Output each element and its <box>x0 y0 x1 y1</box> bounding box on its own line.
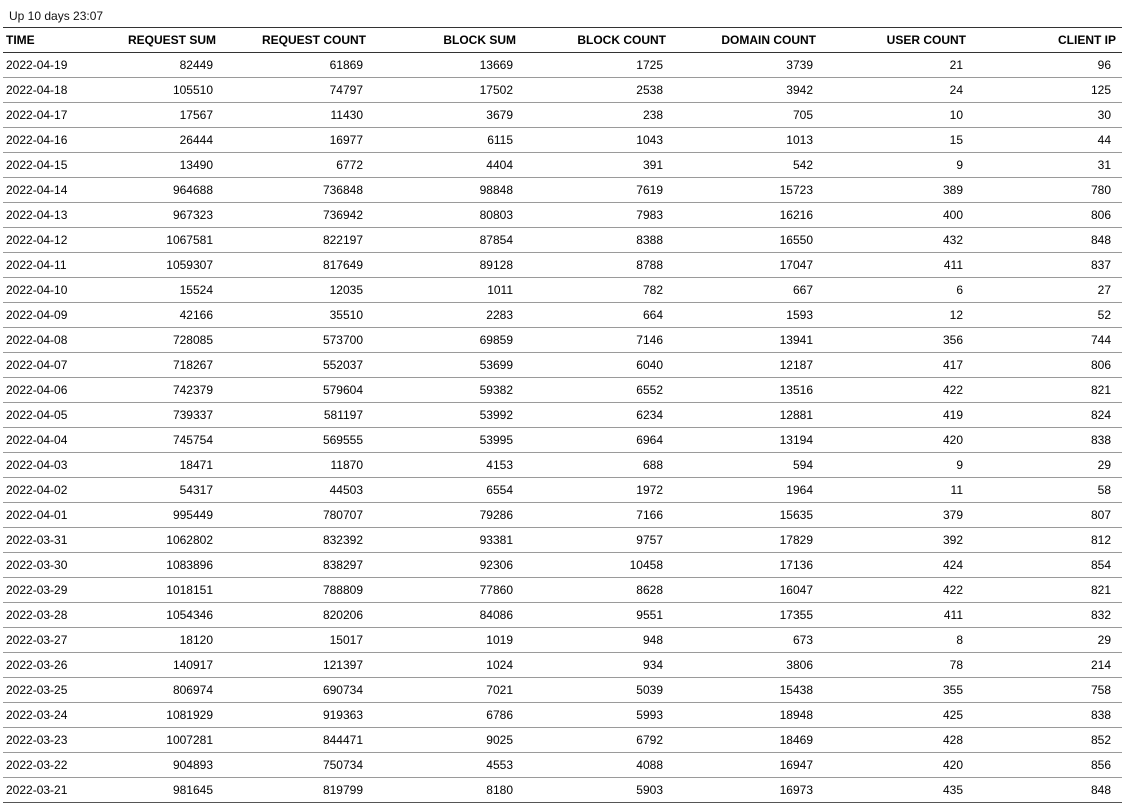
cell-domain-count: 12881 <box>670 403 820 428</box>
cell-request-count: 35510 <box>220 303 370 328</box>
cell-client-ip: 806 <box>970 203 1122 228</box>
table-row <box>3 128 1122 153</box>
table-row <box>3 103 1122 128</box>
cell-domain-count: 16216 <box>670 203 820 228</box>
cell-block-count: 664 <box>520 303 670 328</box>
cell-client-ip: 125 <box>970 78 1122 103</box>
cell-block-sum: 6554 <box>370 478 520 503</box>
cell-client-ip: 44 <box>970 128 1122 153</box>
cell-user-count: 425 <box>820 703 970 728</box>
cell-block-count: 1972 <box>520 478 670 503</box>
cell-domain-count: 16550 <box>670 228 820 253</box>
table-row <box>3 428 1122 453</box>
cell-client-ip: 29 <box>970 628 1122 653</box>
cell-client-ip: 848 <box>970 778 1122 803</box>
cell-client-ip: 852 <box>970 728 1122 753</box>
table-row <box>3 203 1122 228</box>
cell-request-count: 919363 <box>220 703 370 728</box>
cell-block-sum: 89128 <box>370 253 520 278</box>
cell-block-count: 9551 <box>520 603 670 628</box>
cell-time: 2022-04-05 <box>3 403 91 428</box>
cell-user-count: 11 <box>820 478 970 503</box>
table-row <box>3 778 1122 803</box>
cell-time: 2022-04-18 <box>3 78 91 103</box>
cell-block-sum: 93381 <box>370 528 520 553</box>
cell-request-sum: 739337 <box>91 403 220 428</box>
cell-block-count: 948 <box>520 628 670 653</box>
cell-time: 2022-04-03 <box>3 453 91 478</box>
cell-request-count: 780707 <box>220 503 370 528</box>
table-row <box>3 153 1122 178</box>
cell-time: 2022-04-08 <box>3 328 91 353</box>
cell-user-count: 356 <box>820 328 970 353</box>
cell-block-count: 9757 <box>520 528 670 553</box>
cell-user-count: 389 <box>820 178 970 203</box>
cell-request-sum: 1062802 <box>91 528 220 553</box>
cell-client-ip: 812 <box>970 528 1122 553</box>
cell-time: 2022-03-22 <box>3 753 91 778</box>
cell-block-count: 688 <box>520 453 670 478</box>
cell-block-count: 5039 <box>520 678 670 703</box>
cell-request-sum: 1059307 <box>91 253 220 278</box>
cell-domain-count: 17355 <box>670 603 820 628</box>
table-row <box>3 478 1122 503</box>
cell-time: 2022-04-06 <box>3 378 91 403</box>
cell-client-ip: 838 <box>970 703 1122 728</box>
cell-block-sum: 3679 <box>370 103 520 128</box>
cell-domain-count: 542 <box>670 153 820 178</box>
table-row <box>3 728 1122 753</box>
cell-block-count: 1043 <box>520 128 670 153</box>
cell-request-sum: 15524 <box>91 278 220 303</box>
cell-time: 2022-03-29 <box>3 578 91 603</box>
cell-user-count: 6 <box>820 278 970 303</box>
cell-request-count: 822197 <box>220 228 370 253</box>
cell-block-count: 2538 <box>520 78 670 103</box>
cell-request-count: 820206 <box>220 603 370 628</box>
cell-block-sum: 13669 <box>370 53 520 78</box>
cell-client-ip: 58 <box>970 478 1122 503</box>
cell-domain-count: 13941 <box>670 328 820 353</box>
cell-request-count: 817649 <box>220 253 370 278</box>
cell-block-sum: 84086 <box>370 603 520 628</box>
table-row <box>3 303 1122 328</box>
table-row <box>3 403 1122 428</box>
cell-client-ip: 821 <box>970 378 1122 403</box>
cell-request-sum: 140917 <box>91 653 220 678</box>
cell-domain-count: 13516 <box>670 378 820 403</box>
stats-table <box>3 27 1122 803</box>
cell-request-sum: 1067581 <box>91 228 220 253</box>
cell-request-count: 736942 <box>220 203 370 228</box>
cell-request-count: 6772 <box>220 153 370 178</box>
cell-user-count: 355 <box>820 678 970 703</box>
cell-time: 2022-03-30 <box>3 553 91 578</box>
cell-request-count: 61869 <box>220 53 370 78</box>
cell-client-ip: 31 <box>970 153 1122 178</box>
cell-request-count: 832392 <box>220 528 370 553</box>
cell-request-count: 16977 <box>220 128 370 153</box>
cell-request-sum: 1081929 <box>91 703 220 728</box>
cell-domain-count: 17829 <box>670 528 820 553</box>
cell-block-sum: 2283 <box>370 303 520 328</box>
table-row <box>3 503 1122 528</box>
cell-domain-count: 13194 <box>670 428 820 453</box>
cell-request-sum: 806974 <box>91 678 220 703</box>
table-row <box>3 253 1122 278</box>
cell-domain-count: 3739 <box>670 53 820 78</box>
cell-request-count: 15017 <box>220 628 370 653</box>
table-row <box>3 603 1122 628</box>
cell-block-sum: 6115 <box>370 128 520 153</box>
cell-time: 2022-04-11 <box>3 253 91 278</box>
cell-domain-count: 1013 <box>670 128 820 153</box>
cell-request-sum: 26444 <box>91 128 220 153</box>
cell-request-sum: 745754 <box>91 428 220 453</box>
cell-block-count: 7166 <box>520 503 670 528</box>
header-row <box>3 28 1122 53</box>
cell-request-sum: 728085 <box>91 328 220 353</box>
cell-client-ip: 30 <box>970 103 1122 128</box>
cell-user-count: 21 <box>820 53 970 78</box>
cell-request-sum: 904893 <box>91 753 220 778</box>
cell-domain-count: 594 <box>670 453 820 478</box>
cell-time: 2022-04-13 <box>3 203 91 228</box>
cell-block-sum: 92306 <box>370 553 520 578</box>
cell-user-count: 10 <box>820 103 970 128</box>
cell-block-sum: 1024 <box>370 653 520 678</box>
cell-block-sum: 7021 <box>370 678 520 703</box>
cell-client-ip: 838 <box>970 428 1122 453</box>
cell-time: 2022-03-26 <box>3 653 91 678</box>
cell-domain-count: 12187 <box>670 353 820 378</box>
cell-user-count: 419 <box>820 403 970 428</box>
cell-block-count: 8788 <box>520 253 670 278</box>
cell-request-count: 819799 <box>220 778 370 803</box>
column-header-time: TIME <box>3 28 91 53</box>
cell-block-sum: 80803 <box>370 203 520 228</box>
table-row <box>3 78 1122 103</box>
cell-user-count: 432 <box>820 228 970 253</box>
cell-time: 2022-04-16 <box>3 128 91 153</box>
cell-user-count: 435 <box>820 778 970 803</box>
cell-client-ip: 837 <box>970 253 1122 278</box>
cell-client-ip: 824 <box>970 403 1122 428</box>
cell-request-sum: 1007281 <box>91 728 220 753</box>
table-row <box>3 528 1122 553</box>
cell-domain-count: 17136 <box>670 553 820 578</box>
cell-user-count: 12 <box>820 303 970 328</box>
cell-user-count: 78 <box>820 653 970 678</box>
cell-request-count: 74797 <box>220 78 370 103</box>
cell-request-sum: 42166 <box>91 303 220 328</box>
cell-client-ip: 821 <box>970 578 1122 603</box>
cell-user-count: 400 <box>820 203 970 228</box>
cell-user-count: 422 <box>820 578 970 603</box>
cell-time: 2022-04-15 <box>3 153 91 178</box>
cell-block-count: 5903 <box>520 778 670 803</box>
cell-block-sum: 1019 <box>370 628 520 653</box>
cell-request-sum: 981645 <box>91 778 220 803</box>
cell-time: 2022-04-14 <box>3 178 91 203</box>
cell-client-ip: 758 <box>970 678 1122 703</box>
cell-request-sum: 18120 <box>91 628 220 653</box>
table-header <box>3 28 1122 53</box>
cell-domain-count: 18469 <box>670 728 820 753</box>
cell-user-count: 392 <box>820 528 970 553</box>
table-row <box>3 628 1122 653</box>
cell-block-count: 6792 <box>520 728 670 753</box>
cell-request-sum: 1018151 <box>91 578 220 603</box>
table-row <box>3 53 1122 78</box>
cell-domain-count: 1964 <box>670 478 820 503</box>
cell-client-ip: 744 <box>970 328 1122 353</box>
cell-time: 2022-03-28 <box>3 603 91 628</box>
cell-request-count: 579604 <box>220 378 370 403</box>
cell-request-sum: 967323 <box>91 203 220 228</box>
cell-request-sum: 54317 <box>91 478 220 503</box>
table-row <box>3 178 1122 203</box>
table-row <box>3 578 1122 603</box>
cell-block-count: 4088 <box>520 753 670 778</box>
cell-time: 2022-03-31 <box>3 528 91 553</box>
cell-client-ip: 27 <box>970 278 1122 303</box>
column-header-domain-count: DOMAIN COUNT <box>670 28 820 53</box>
cell-domain-count: 17047 <box>670 253 820 278</box>
cell-request-count: 552037 <box>220 353 370 378</box>
cell-request-count: 690734 <box>220 678 370 703</box>
cell-domain-count: 705 <box>670 103 820 128</box>
cell-block-count: 7619 <box>520 178 670 203</box>
cell-block-sum: 4153 <box>370 453 520 478</box>
table-row <box>3 653 1122 678</box>
cell-block-sum: 4553 <box>370 753 520 778</box>
cell-block-sum: 53699 <box>370 353 520 378</box>
cell-request-count: 844471 <box>220 728 370 753</box>
cell-domain-count: 667 <box>670 278 820 303</box>
table-row <box>3 228 1122 253</box>
cell-block-sum: 1011 <box>370 278 520 303</box>
cell-user-count: 422 <box>820 378 970 403</box>
cell-request-count: 581197 <box>220 403 370 428</box>
cell-user-count: 424 <box>820 553 970 578</box>
cell-time: 2022-03-23 <box>3 728 91 753</box>
table-row <box>3 278 1122 303</box>
cell-block-sum: 79286 <box>370 503 520 528</box>
cell-block-count: 1725 <box>520 53 670 78</box>
cell-block-sum: 9025 <box>370 728 520 753</box>
cell-user-count: 417 <box>820 353 970 378</box>
cell-block-sum: 59382 <box>370 378 520 403</box>
cell-block-sum: 98848 <box>370 178 520 203</box>
cell-block-count: 5993 <box>520 703 670 728</box>
cell-client-ip: 856 <box>970 753 1122 778</box>
cell-user-count: 8 <box>820 628 970 653</box>
cell-user-count: 420 <box>820 428 970 453</box>
cell-time: 2022-04-01 <box>3 503 91 528</box>
table-row <box>3 553 1122 578</box>
cell-block-count: 6964 <box>520 428 670 453</box>
cell-client-ip: 96 <box>970 53 1122 78</box>
cell-block-count: 391 <box>520 153 670 178</box>
cell-user-count: 411 <box>820 603 970 628</box>
cell-request-sum: 82449 <box>91 53 220 78</box>
cell-time: 2022-04-12 <box>3 228 91 253</box>
cell-block-sum: 87854 <box>370 228 520 253</box>
table-row <box>3 703 1122 728</box>
column-header-request-count: REQUEST COUNT <box>220 28 370 53</box>
cell-block-sum: 8180 <box>370 778 520 803</box>
cell-user-count: 24 <box>820 78 970 103</box>
cell-domain-count: 15635 <box>670 503 820 528</box>
cell-block-count: 238 <box>520 103 670 128</box>
cell-domain-count: 15723 <box>670 178 820 203</box>
cell-request-sum: 105510 <box>91 78 220 103</box>
cell-block-count: 934 <box>520 653 670 678</box>
cell-block-count: 8628 <box>520 578 670 603</box>
cell-request-sum: 18471 <box>91 453 220 478</box>
cell-request-sum: 718267 <box>91 353 220 378</box>
cell-domain-count: 3806 <box>670 653 820 678</box>
cell-client-ip: 806 <box>970 353 1122 378</box>
cell-time: 2022-04-07 <box>3 353 91 378</box>
cell-block-sum: 6786 <box>370 703 520 728</box>
cell-time: 2022-04-02 <box>3 478 91 503</box>
cell-client-ip: 832 <box>970 603 1122 628</box>
cell-domain-count: 3942 <box>670 78 820 103</box>
cell-time: 2022-04-04 <box>3 428 91 453</box>
cell-user-count: 9 <box>820 153 970 178</box>
cell-time: 2022-03-27 <box>3 628 91 653</box>
cell-request-count: 788809 <box>220 578 370 603</box>
cell-domain-count: 673 <box>670 628 820 653</box>
cell-user-count: 420 <box>820 753 970 778</box>
table-row <box>3 678 1122 703</box>
cell-request-sum: 1054346 <box>91 603 220 628</box>
cell-client-ip: 29 <box>970 453 1122 478</box>
cell-block-count: 7983 <box>520 203 670 228</box>
cell-domain-count: 16047 <box>670 578 820 603</box>
column-header-block-count: BLOCK COUNT <box>520 28 670 53</box>
cell-time: 2022-04-19 <box>3 53 91 78</box>
column-header-request-sum: REQUEST SUM <box>91 28 220 53</box>
cell-request-count: 569555 <box>220 428 370 453</box>
cell-client-ip: 214 <box>970 653 1122 678</box>
cell-domain-count: 16973 <box>670 778 820 803</box>
cell-user-count: 411 <box>820 253 970 278</box>
cell-time: 2022-04-10 <box>3 278 91 303</box>
cell-time: 2022-03-21 <box>3 778 91 803</box>
table-row <box>3 753 1122 778</box>
cell-time: 2022-03-24 <box>3 703 91 728</box>
cell-domain-count: 18948 <box>670 703 820 728</box>
cell-domain-count: 1593 <box>670 303 820 328</box>
cell-user-count: 9 <box>820 453 970 478</box>
cell-request-count: 573700 <box>220 328 370 353</box>
cell-block-sum: 17502 <box>370 78 520 103</box>
cell-user-count: 379 <box>820 503 970 528</box>
cell-request-count: 750734 <box>220 753 370 778</box>
cell-client-ip: 854 <box>970 553 1122 578</box>
cell-request-count: 12035 <box>220 278 370 303</box>
cell-client-ip: 52 <box>970 303 1122 328</box>
cell-user-count: 428 <box>820 728 970 753</box>
cell-request-count: 121397 <box>220 653 370 678</box>
column-header-block-sum: BLOCK SUM <box>370 28 520 53</box>
cell-time: 2022-03-25 <box>3 678 91 703</box>
cell-request-count: 736848 <box>220 178 370 203</box>
table-row <box>3 378 1122 403</box>
cell-request-count: 44503 <box>220 478 370 503</box>
cell-request-sum: 995449 <box>91 503 220 528</box>
cell-block-count: 782 <box>520 278 670 303</box>
cell-request-sum: 1083896 <box>91 553 220 578</box>
column-header-user-count: USER COUNT <box>820 28 970 53</box>
cell-block-sum: 53992 <box>370 403 520 428</box>
cell-request-count: 838297 <box>220 553 370 578</box>
cell-request-count: 11430 <box>220 103 370 128</box>
cell-request-sum: 17567 <box>91 103 220 128</box>
cell-user-count: 15 <box>820 128 970 153</box>
cell-client-ip: 848 <box>970 228 1122 253</box>
cell-domain-count: 16947 <box>670 753 820 778</box>
cell-block-count: 6040 <box>520 353 670 378</box>
table-row <box>3 453 1122 478</box>
cell-request-count: 11870 <box>220 453 370 478</box>
table-row <box>3 328 1122 353</box>
cell-block-sum: 53995 <box>370 428 520 453</box>
column-header-client-ip: CLIENT IP <box>970 28 1122 53</box>
cell-domain-count: 15438 <box>670 678 820 703</box>
cell-time: 2022-04-17 <box>3 103 91 128</box>
cell-time: 2022-04-09 <box>3 303 91 328</box>
cell-client-ip: 780 <box>970 178 1122 203</box>
cell-request-sum: 742379 <box>91 378 220 403</box>
table-row <box>3 353 1122 378</box>
cell-block-count: 6552 <box>520 378 670 403</box>
table-body <box>3 53 1122 803</box>
cell-request-sum: 964688 <box>91 178 220 203</box>
cell-block-count: 8388 <box>520 228 670 253</box>
cell-block-count: 6234 <box>520 403 670 428</box>
cell-request-sum: 13490 <box>91 153 220 178</box>
cell-block-sum: 4404 <box>370 153 520 178</box>
cell-block-count: 10458 <box>520 553 670 578</box>
cell-client-ip: 807 <box>970 503 1122 528</box>
cell-block-count: 7146 <box>520 328 670 353</box>
cell-block-sum: 69859 <box>370 328 520 353</box>
uptime-status: Up 10 days 23:07 <box>9 9 104 23</box>
cell-block-sum: 77860 <box>370 578 520 603</box>
